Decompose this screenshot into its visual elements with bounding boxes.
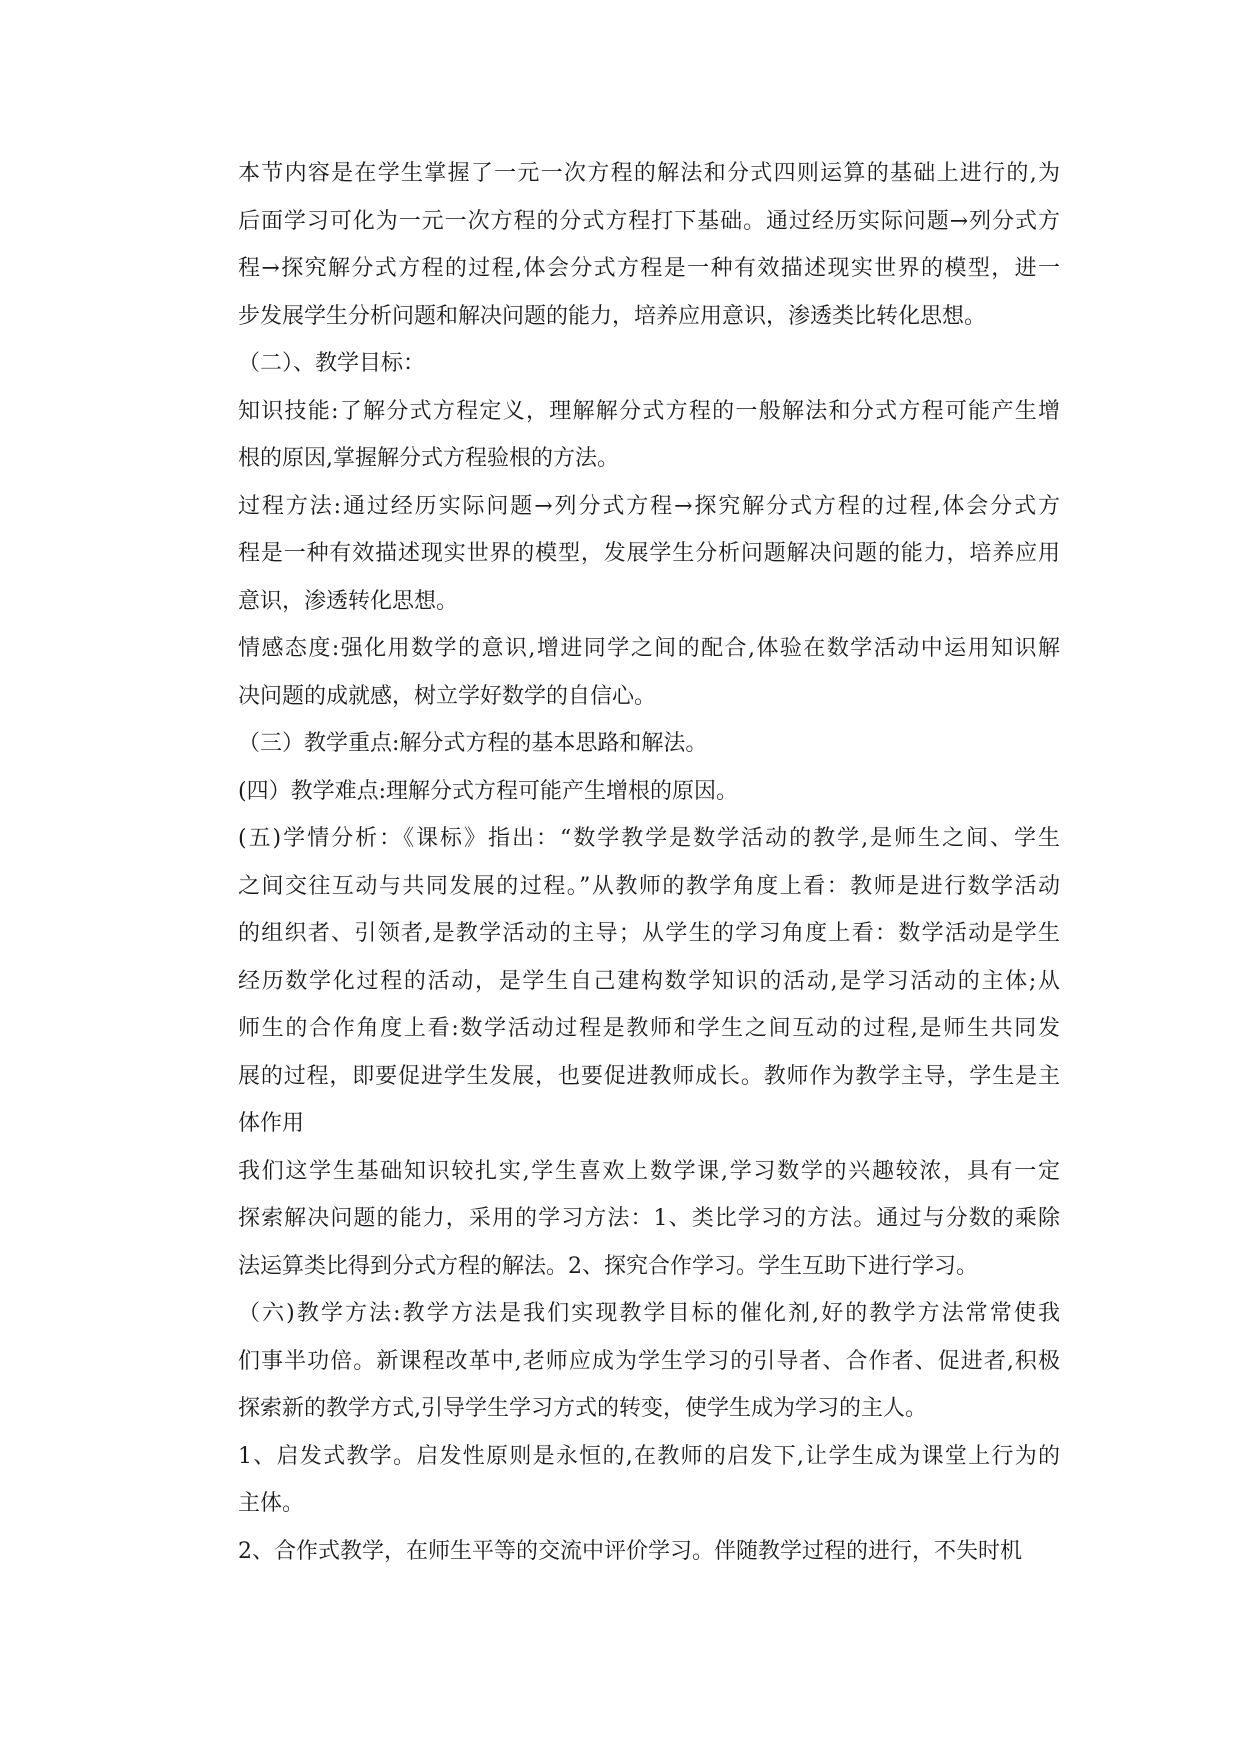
paragraph-student-basis bbox=[238, 1148, 1060, 1291]
text-line: 探索新的教学方式,引导学生学习方式的转变，使学生成为学习的主人。 bbox=[238, 1396, 927, 1421]
text-line: （三）教学重点:解分式方程的基本思路和解法。 bbox=[238, 731, 708, 756]
text-line: 本节内容是在学生掌握了一元一次方程的解法和分式四则运算的基础上进行的,为 bbox=[238, 161, 1060, 186]
text-line: 展的过程，即要促进学生发展，也要促进教师成长。教师作为教学主导，学生是主 bbox=[238, 1063, 1060, 1089]
text-line: (四）教学难点:理解分式方程可能产生增根的原因。 bbox=[238, 778, 738, 804]
text-line: 1、启发式教学。启发性原则是永恒的,在教师的启发下,让学生成为课堂上行为的 bbox=[238, 1443, 1060, 1469]
text-line: （六)教学方法:教学方法是我们实现教学目标的催化剂,好的教学方法常常使我 bbox=[238, 1301, 1060, 1326]
paragraph-emotion-attitude bbox=[238, 625, 1060, 720]
paragraph-process-method bbox=[238, 483, 1060, 626]
paragraph-knowledge-skills bbox=[238, 388, 1060, 483]
text-line: 根的原因,掌握解分式方程验根的方法。 bbox=[238, 446, 619, 471]
text-line: 师生的合作角度上看:数学活动过程是教师和学生之间互动的过程,是师生共同发 bbox=[238, 1016, 1060, 1041]
text-line: 法运算类比得到分式方程的解法。2、探究合作学习。学生互助下进行学习。 bbox=[238, 1253, 978, 1279]
text-line: 后面学习可化为一元一次方程的分式方程打下基础。通过经历实际问题→列分式方 bbox=[238, 208, 1060, 234]
text-line: 过程方法:通过经历实际问题→列分式方程→探究解分式方程的过程,体会分式方 bbox=[238, 493, 1060, 519]
text-line: 步发展学生分析问题和解决问题的能力，培养应用意识，渗透类比转化思想。 bbox=[238, 303, 987, 329]
text-line: (五)学情分析：《课标》指出：“数学教学是数学活动的教学,是师生之间、学生 bbox=[238, 826, 1060, 851]
text-line: 程→探究解分式方程的过程,体会分式方程是一种有效描述现实世界的模型，进一 bbox=[238, 256, 1060, 281]
paragraph-learning-analysis bbox=[238, 815, 1060, 1148]
text-line: 们事半功倍。新课程改革中,老师应成为学生学习的引导者、合作者、促进者,积极 bbox=[238, 1348, 1060, 1374]
text-line: 我们这学生基础知识较扎实,学生喜欢上数学课,学习数学的兴趣较浓，具有一定 bbox=[238, 1158, 1060, 1184]
text-line: 意识，渗透转化思想。 bbox=[238, 588, 459, 614]
paragraph-teaching-method bbox=[238, 1290, 1060, 1433]
paragraph-objectives-heading bbox=[238, 340, 1060, 388]
text-line: （二）、教学目标： bbox=[238, 351, 426, 376]
paragraph-difficulties bbox=[238, 768, 1060, 816]
paragraph-intro bbox=[238, 150, 1060, 340]
text-line: 知识技能:了解分式方程定义，理解解分式方程的一般解法和分式方程可能产生增 bbox=[238, 398, 1060, 424]
paragraph-key-points bbox=[238, 720, 1060, 768]
paragraph-method-1 bbox=[238, 1433, 1060, 1528]
text-line: 情感态度:强化用数学的意识,增进同学之间的配合,体验在数学活动中运用知识解 bbox=[238, 636, 1060, 661]
text-line: 程是一种有效描述现实世界的模型，发展学生分析问题解决问题的能力，培养应用 bbox=[238, 541, 1060, 566]
text-line: 主体。 bbox=[238, 1491, 305, 1516]
paragraph-method-2 bbox=[238, 1528, 1060, 1576]
text-line: 决问题的成就感，树立学好数学的自信心。 bbox=[238, 683, 657, 709]
text-line: 体作用 bbox=[238, 1111, 305, 1136]
text-line: 经历数学化过程的活动，是学生自己建构数学知识的活动,是学习活动的主体;从 bbox=[238, 968, 1060, 994]
text-line: 探索解决问题的能力，采用的学习方法：1、类比学习的方法。通过与分数的乘除 bbox=[238, 1206, 1060, 1231]
document-body bbox=[238, 150, 1060, 1575]
text-line: 的组织者、引领者,是教学活动的主导；从学生的学习角度上看：数学活动是学生 bbox=[238, 921, 1060, 946]
text-line: 2、合作式教学，在师生平等的交流中评价学习。伴随教学过程的进行，不失时机 bbox=[238, 1538, 1022, 1564]
text-line: 之间交往互动与共同发展的过程。”从教师的教学角度上看：教师是进行数学活动 bbox=[238, 873, 1060, 899]
